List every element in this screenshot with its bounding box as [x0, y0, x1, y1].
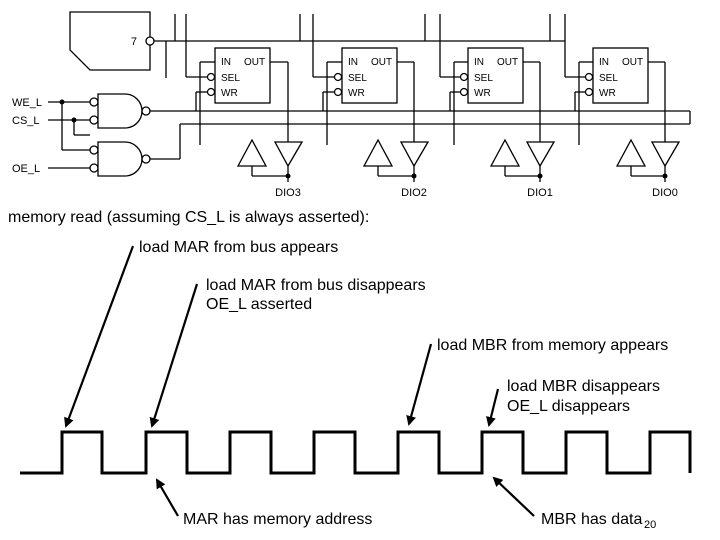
memory-cell-2	[335, 48, 398, 103]
dio3-label: DIO3	[275, 187, 301, 199]
svg-text:OUT: OUT	[622, 57, 644, 68]
svg-text:WR: WR	[221, 88, 238, 99]
address-decoder-box	[70, 12, 150, 70]
load-mbr-appears-label: load MBR from memory appears	[437, 337, 669, 354]
clock-waveform	[20, 432, 690, 473]
arrow-mar-has-address	[157, 480, 178, 516]
memory-cell-0	[586, 48, 649, 103]
page-number: 20	[644, 519, 657, 531]
nand-gate-write	[90, 94, 150, 128]
load-mar-disappears-label: load MAR from bus disappears	[206, 277, 426, 294]
memory-circuit	[12, 12, 690, 199]
svg-text:IN: IN	[221, 57, 231, 68]
arrow-load-mbr-appears	[409, 344, 431, 424]
svg-text:OUT: OUT	[497, 57, 519, 68]
address-output-bubble	[146, 37, 154, 45]
arrow-load-mar-appears	[66, 246, 133, 426]
cs-signal-label: CS_L	[12, 115, 40, 127]
svg-text:OUT: OUT	[244, 57, 266, 68]
dio1-label: DIO1	[527, 187, 553, 199]
arrow-load-mbr-disappears	[489, 389, 498, 425]
arrow-load-mar-disappears	[152, 284, 197, 426]
memory-cell-1	[461, 48, 524, 103]
address-input-label: 7	[130, 36, 137, 48]
buffers	[238, 140, 679, 182]
svg-text:SEL: SEL	[599, 73, 618, 84]
oe-signal-label: OE_L	[12, 163, 41, 175]
svg-text:SEL: SEL	[474, 73, 493, 84]
svg-text:SEL: SEL	[221, 73, 240, 84]
load-mbr-disappears-label: load MBR disappears	[507, 378, 660, 395]
mar-has-address-label: MAR has memory address	[183, 511, 373, 528]
arrow-mbr-has-data	[494, 478, 534, 516]
load-mar-appears-label: load MAR from bus appears	[139, 239, 339, 256]
we-signal-label: WE_L	[12, 97, 42, 109]
svg-text:IN: IN	[474, 57, 484, 68]
dio2-label: DIO2	[401, 187, 427, 199]
nand-gate-output-enable	[90, 142, 150, 176]
svg-text:OUT: OUT	[371, 57, 393, 68]
svg-text:IN: IN	[348, 57, 358, 68]
svg-text:WR: WR	[599, 88, 616, 99]
svg-text:WR: WR	[348, 88, 365, 99]
oe-asserted-label: OE_L asserted	[206, 296, 313, 313]
memory-cell-3	[208, 48, 271, 103]
memory-read-title: memory read (assuming CS_L is always asserted):	[8, 209, 370, 226]
svg-text:SEL: SEL	[348, 73, 367, 84]
oe-disappears-label: OE_L disappears	[507, 398, 631, 415]
dio0-label: DIO0	[652, 187, 678, 199]
svg-text:IN: IN	[599, 57, 609, 68]
svg-text:WR: WR	[474, 88, 491, 99]
mbr-has-data-label: MBR has data	[541, 511, 643, 528]
